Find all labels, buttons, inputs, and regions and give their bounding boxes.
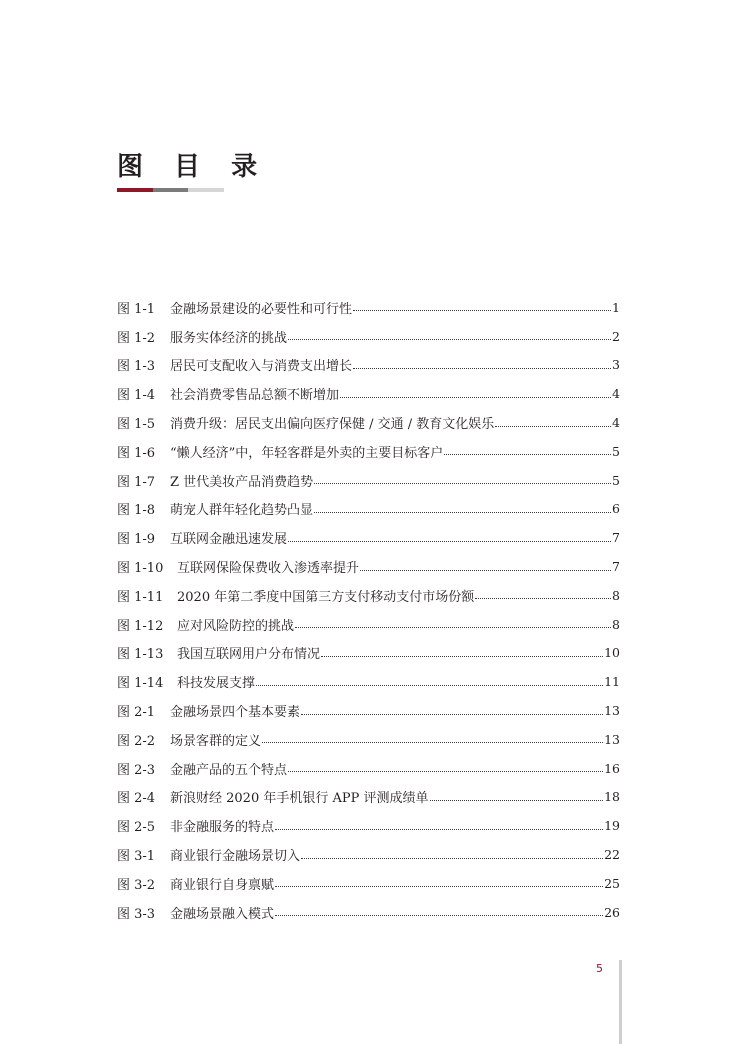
figure-page-number: 22 xyxy=(604,847,620,863)
figure-page-number: 16 xyxy=(604,760,620,776)
toc-entry[interactable] xyxy=(117,811,620,840)
figure-number: 图 2-1 xyxy=(117,705,156,721)
figure-number: 图 2-2 xyxy=(117,733,156,749)
figure-number: 图 1-7 xyxy=(117,474,156,490)
title-underline-gray xyxy=(153,188,188,192)
figure-number: 图 1-2 xyxy=(117,330,156,346)
dot-leader xyxy=(288,770,603,772)
figure-page-number: 13 xyxy=(604,703,620,719)
toc-entry[interactable] xyxy=(117,437,620,466)
figure-number: 图 3-1 xyxy=(117,849,156,865)
figure-page-number: 25 xyxy=(604,875,620,891)
figure-number: 图 1-8 xyxy=(117,503,156,519)
figure-title: 金融产品的五个特点 xyxy=(170,762,288,778)
figure-page-number: 4 xyxy=(612,386,620,402)
figure-number: 图 1-5 xyxy=(117,417,156,433)
figure-number: 图 1-12 xyxy=(117,618,164,634)
page-edge-rule xyxy=(619,960,622,1044)
toc-entry[interactable] xyxy=(117,840,620,869)
figure-page-number: 2 xyxy=(612,328,620,344)
dot-leader xyxy=(314,482,611,484)
figure-page-number: 13 xyxy=(604,731,620,747)
dot-leader xyxy=(353,367,611,369)
figure-number: 图 1-14 xyxy=(117,676,164,692)
dot-leader xyxy=(444,453,611,455)
toc-entry[interactable] xyxy=(117,639,620,668)
figure-page-number: 10 xyxy=(604,645,620,661)
page-title: 图 目 录 xyxy=(117,152,269,182)
toc-entry[interactable] xyxy=(117,667,620,696)
figure-number: 图 1-11 xyxy=(117,589,164,605)
toc-entry[interactable] xyxy=(117,581,620,610)
figure-page-number: 18 xyxy=(604,789,620,805)
figure-title: 金融场景建设的必要性和可行性 xyxy=(170,301,353,317)
figure-title: 互联网保险保费收入渗透率提升 xyxy=(177,561,360,577)
figure-list xyxy=(117,293,620,927)
toc-entry[interactable] xyxy=(117,466,620,495)
toc-entry[interactable] xyxy=(117,293,620,322)
figure-page-number: 6 xyxy=(612,501,620,517)
figure-number: 图 3-3 xyxy=(117,906,156,922)
dot-leader xyxy=(430,799,604,801)
dot-leader xyxy=(321,655,603,657)
toc-entry[interactable] xyxy=(117,725,620,754)
figure-page-number: 7 xyxy=(612,530,620,546)
dot-leader xyxy=(288,540,611,542)
figure-page-number: 1 xyxy=(612,299,620,315)
figure-title: 非金融服务的特点 xyxy=(170,820,275,836)
toc-entry[interactable] xyxy=(117,696,620,725)
toc-entry[interactable] xyxy=(117,783,620,812)
figure-number: 图 1-4 xyxy=(117,388,156,404)
figure-title: Z 世代美妆产品消费趋势 xyxy=(170,474,314,490)
figure-number: 图 1-13 xyxy=(117,647,164,663)
toc-entry[interactable] xyxy=(117,610,620,639)
dot-leader xyxy=(275,828,603,830)
figure-title: 场景客群的定义 xyxy=(170,733,262,749)
figure-number: 图 3-2 xyxy=(117,877,156,893)
figure-title: 萌宠人群年轻化趋势凸显 xyxy=(170,503,314,519)
figure-title: “懒人经济”中，年轻客群是外卖的主要目标客户 xyxy=(170,445,444,461)
dot-leader xyxy=(314,511,611,513)
dot-leader xyxy=(275,914,603,916)
toc-entry[interactable] xyxy=(117,754,620,783)
figure-title: 2020 年第二季度中国第三方支付移动支付市场份额 xyxy=(177,589,475,605)
figure-page-number: 3 xyxy=(612,357,620,373)
toc-entry[interactable] xyxy=(117,351,620,380)
figure-number: 图 2-4 xyxy=(117,791,156,807)
toc-entry[interactable] xyxy=(117,379,620,408)
figure-page-number: 8 xyxy=(612,587,620,603)
dot-leader xyxy=(360,569,611,571)
figure-title: 社会消费零售品总额不断增加 xyxy=(170,388,340,404)
toc-entry[interactable] xyxy=(117,898,620,927)
dot-leader xyxy=(256,684,603,686)
dot-leader xyxy=(288,338,611,340)
page-number: 5 xyxy=(596,962,603,975)
dot-leader xyxy=(340,396,611,398)
dot-leader xyxy=(295,626,611,628)
figure-page-number: 26 xyxy=(604,904,620,920)
dot-leader xyxy=(275,885,603,887)
figure-page-number: 8 xyxy=(612,616,620,632)
toc-entry[interactable] xyxy=(117,322,620,351)
dot-leader xyxy=(475,597,611,599)
figure-page-number: 7 xyxy=(612,559,620,575)
figure-page-number: 4 xyxy=(612,415,620,431)
figure-number: 图 1-9 xyxy=(117,532,156,548)
figure-number: 图 1-10 xyxy=(117,561,164,577)
title-underline-light xyxy=(188,188,224,192)
figure-page-number: 11 xyxy=(604,674,620,690)
dot-leader xyxy=(353,309,611,311)
dot-leader xyxy=(495,425,611,427)
figure-title: 应对风险防控的挑战 xyxy=(177,618,295,634)
figure-title: 金融场景融入模式 xyxy=(170,906,275,922)
figure-number: 图 1-3 xyxy=(117,359,156,375)
toc-entry[interactable] xyxy=(117,408,620,437)
figure-number: 图 1-1 xyxy=(117,301,156,317)
toc-entry[interactable] xyxy=(117,523,620,552)
figure-title: 居民可支配收入与消费支出增长 xyxy=(170,359,353,375)
figure-title: 商业银行金融场景切入 xyxy=(170,849,301,865)
figure-number: 图 1-6 xyxy=(117,445,156,461)
figure-page-number: 5 xyxy=(612,472,620,488)
figure-number: 图 2-5 xyxy=(117,820,156,836)
figure-number: 图 2-3 xyxy=(117,762,156,778)
toc-entry[interactable] xyxy=(117,495,620,524)
figure-title: 消费升级：居民支出偏向医疗保健 / 交通 / 教育文化娱乐 xyxy=(170,417,495,433)
dot-leader xyxy=(262,741,603,743)
title-underline-red xyxy=(117,188,153,192)
figure-title: 互联网金融迅速发展 xyxy=(170,532,288,548)
figure-title: 科技发展支撑 xyxy=(177,676,256,692)
figure-title: 商业银行自身禀赋 xyxy=(170,877,275,893)
figure-page-number: 5 xyxy=(612,443,620,459)
toc-entry[interactable] xyxy=(117,552,620,581)
figure-title: 新浪财经 2020 年手机银行 APP 评测成绩单 xyxy=(170,791,429,807)
figure-title: 服务实体经济的挑战 xyxy=(170,330,288,346)
figure-title: 我国互联网用户分布情况 xyxy=(177,647,321,663)
dot-leader xyxy=(301,857,603,859)
toc-entry[interactable] xyxy=(117,869,620,898)
figure-title: 金融场景四个基本要素 xyxy=(170,705,301,721)
figure-page-number: 19 xyxy=(604,818,620,834)
dot-leader xyxy=(301,713,603,715)
